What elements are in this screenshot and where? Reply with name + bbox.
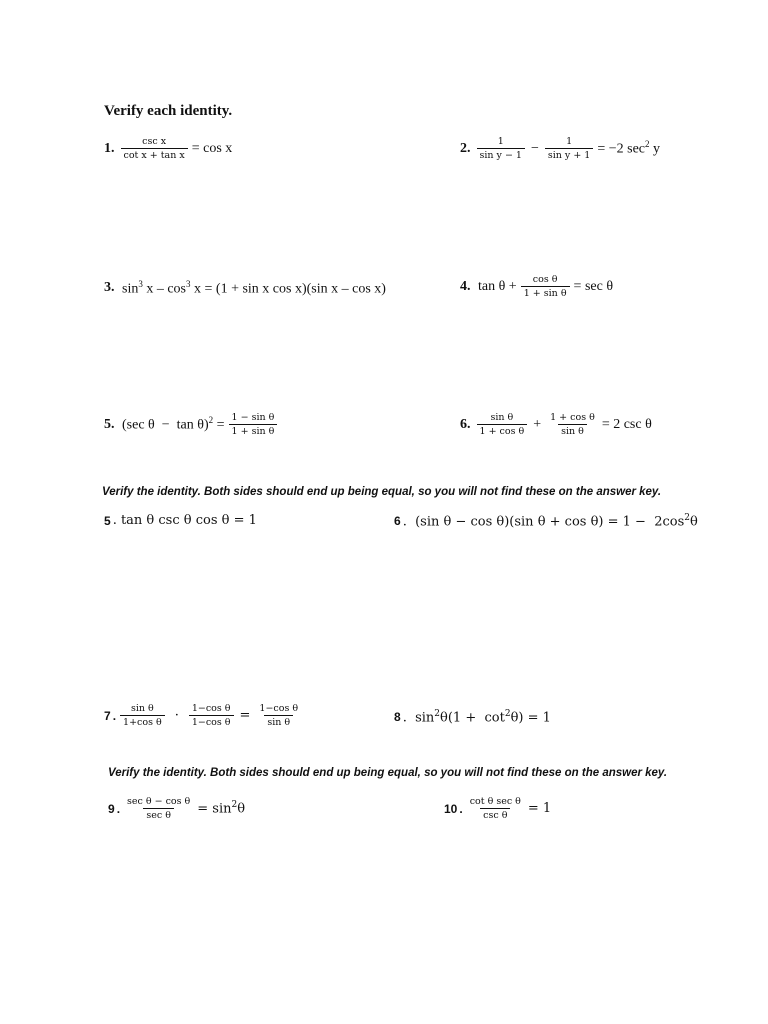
expression (119, 279, 386, 298)
expression: . tan θ csc θ cos θ = 1 (112, 513, 257, 528)
section-instructions: Verify the identity. Both sides should end up being equal, so you will not find these on the answer key. (102, 486, 662, 498)
right-side: = cos x (191, 140, 233, 156)
fraction (124, 796, 193, 821)
page-heading: Verify each identity. (104, 103, 233, 119)
exponent: 2 (684, 513, 690, 523)
problem-number: 5. (104, 416, 115, 432)
problem-number: 3. (104, 280, 115, 296)
rhs-text: = −2 sec (597, 141, 646, 157)
problem-number: 6. (460, 416, 471, 432)
numerator: csc x (142, 136, 167, 147)
expr-part: . (sin θ − cos θ)(sin θ + cos θ) = 1 − 2cos (402, 514, 685, 530)
denominator: 1−cos θ (189, 715, 234, 728)
problem-number: 8 (394, 710, 401, 725)
numerator: cot θ sec θ (469, 796, 521, 807)
right-side (197, 800, 245, 816)
right-side (597, 139, 660, 158)
right-side: = 1 (527, 801, 552, 816)
denominator: cot x + tan x (121, 148, 188, 161)
denominator: csc θ (480, 808, 510, 821)
fraction (121, 136, 188, 161)
rhs-tail: y (649, 141, 661, 157)
problem-number: 2. (460, 140, 471, 156)
fraction (521, 274, 570, 299)
expression (403, 709, 551, 725)
problem-1 (104, 136, 232, 161)
problem-5 (104, 412, 279, 437)
fraction (120, 703, 165, 728)
numerator: 1 (497, 136, 504, 147)
expr-part: θ) = 1 (510, 710, 551, 726)
exponent: 3 (186, 279, 191, 289)
right-side: = sec θ (573, 278, 614, 294)
fraction (477, 412, 528, 437)
expr-part: x – cos (142, 281, 187, 297)
problem-6 (460, 412, 652, 437)
numerator: 1−cos θ (191, 703, 231, 714)
denominator: sin y − 1 (477, 148, 525, 161)
exponent: 2 (208, 415, 214, 426)
problem-b8 (394, 709, 551, 725)
rhs-text: θ (237, 801, 246, 817)
denominator: sin θ (264, 715, 293, 728)
numerator: 1 (566, 136, 573, 147)
expr-part: x = (1 + sin x cos x)(sin x – cos x) (190, 281, 386, 297)
right-side: = 2 csc θ (601, 416, 652, 432)
numerator: 1−cos θ (259, 703, 299, 714)
denominator: 1 + sin θ (521, 286, 570, 299)
expression (403, 513, 698, 529)
equals: = (213, 417, 225, 433)
expr-part: . sin (402, 710, 435, 726)
problem-number: 4. (460, 278, 471, 294)
problem-9 (108, 796, 245, 821)
period: . (459, 801, 463, 816)
problem-number: 6 (394, 514, 401, 529)
problem-4 (460, 274, 613, 299)
exponent: 2 (645, 139, 650, 150)
denominator: 1 + cos θ (477, 424, 528, 437)
numerator: sec θ − cos θ (127, 796, 191, 807)
fraction (477, 136, 525, 161)
denominator: sin θ (558, 424, 587, 437)
left-side (119, 415, 225, 434)
operator: · (174, 708, 179, 723)
operator: + (533, 416, 542, 432)
problem-number: 7 (104, 708, 111, 723)
problem-10 (444, 796, 551, 821)
problem-3 (104, 279, 386, 298)
period: . (116, 801, 121, 816)
numerator: 1 − sin θ (231, 412, 275, 423)
equals: = (239, 708, 251, 723)
period: . (112, 708, 117, 723)
problem-b7 (104, 703, 303, 728)
problem-b6 (394, 513, 698, 529)
fraction (467, 796, 524, 821)
expr-part: θ (690, 514, 698, 530)
problem-number: 9 (108, 801, 115, 816)
lhs-text: (sec θ − tan θ) (118, 417, 209, 433)
left-side: tan θ + (474, 278, 517, 294)
denominator: 1+cos θ (120, 715, 165, 728)
numerator: cos θ (532, 274, 558, 285)
expr-part: θ(1 + cot (440, 710, 505, 726)
exponent: 3 (138, 279, 143, 289)
fraction (547, 412, 598, 437)
denominator: sec θ (143, 808, 174, 821)
problem-number: 5 (104, 513, 111, 528)
exponent: 2 (231, 800, 238, 811)
section-instructions-2: Verify the identity. Both sides should end up being equal, so you will not find these on the answer key. (108, 767, 668, 779)
numerator: sin θ (130, 703, 154, 714)
expr-part: sin (118, 281, 139, 297)
operator: − (530, 140, 539, 156)
numerator: 1 + cos θ (550, 412, 595, 423)
denominator: 1 + sin θ (229, 424, 278, 437)
exponent: 2 (434, 709, 441, 719)
problem-number: 10 (444, 801, 458, 816)
problem-2 (460, 136, 660, 161)
numerator: sin θ (490, 412, 514, 423)
problem-b5 (104, 513, 257, 528)
fraction (256, 703, 301, 728)
exponent: 2 (504, 709, 511, 719)
fraction (189, 703, 234, 728)
rhs-text: = sin (197, 801, 232, 817)
fraction (229, 412, 278, 437)
denominator: sin y + 1 (545, 148, 593, 161)
problem-number: 1. (104, 140, 115, 156)
fraction (545, 136, 593, 161)
